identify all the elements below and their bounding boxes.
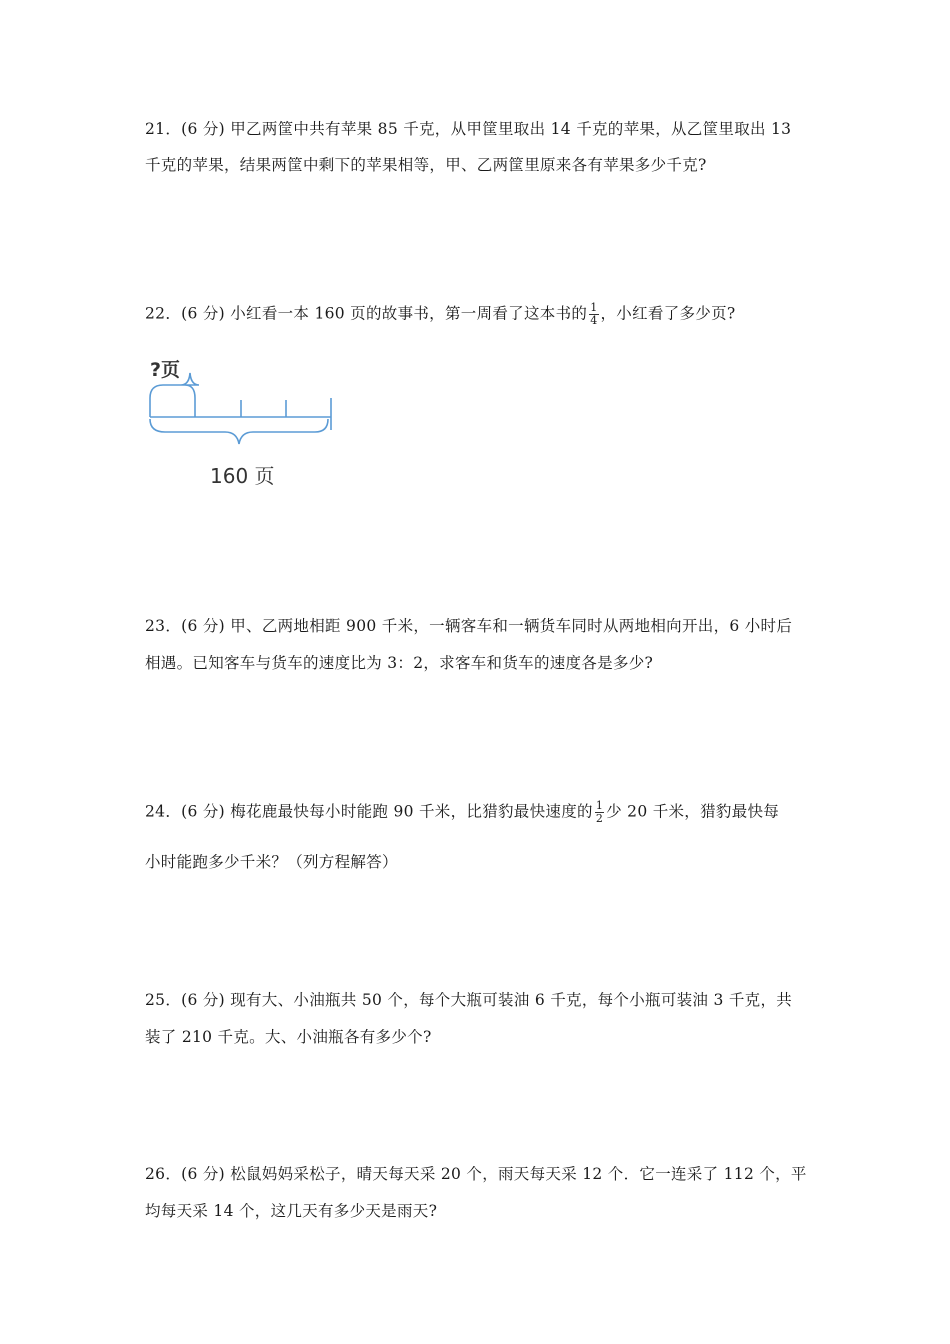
diagram-top-label: ?页 xyxy=(150,359,181,381)
fraction-one-half xyxy=(595,800,604,825)
segment-diagram xyxy=(145,355,345,490)
question-24-text-after-fraction: 少 20 千米，猎豹最快每 xyxy=(606,802,780,821)
question-21-line-1: 21．(6 分) 甲乙两筐中共有苹果 85 千克，从甲筐里取出 14 千克的苹果，从乙筐里取出 13 xyxy=(145,120,792,138)
question-26-line-2: 均每天采 14 个，这几天有多少天是雨天? xyxy=(145,1202,438,1220)
question-22-text-after-fraction: ，小红看了多少页? xyxy=(600,304,736,323)
fraction-denominator: 4 xyxy=(590,314,598,327)
question-24-line-2: 小时能跑多少千米？（列方程解答） xyxy=(145,853,398,871)
question-24-line-1 xyxy=(145,800,779,825)
question-24-text-before-fraction: 24．(6 分) 梅花鹿最快每小时能跑 90 千米，比猎豹最快速度的 xyxy=(145,802,593,821)
question-22-text-before-fraction: 22．(6 分) 小红看一本 160 页的故事书，第一周看了这本书的 xyxy=(145,304,588,323)
fraction-numerator: 1 xyxy=(595,799,604,812)
question-25-line-1: 25．(6 分) 现有大、小油瓶共 50 个，每个大瓶可装油 6 千克，每个小瓶可装油 3 千克，共 xyxy=(145,991,793,1009)
question-23-line-1: 23．(6 分) 甲、乙两地相距 900 千米，一辆客车和一辆货车同时从两地相向开出，6 小时后 xyxy=(145,617,793,635)
question-25-line-2: 装了 210 千克。大、小油瓶各有多少个? xyxy=(145,1028,432,1046)
fraction-denominator: 2 xyxy=(595,812,604,825)
question-22-line-1 xyxy=(145,302,736,327)
question-26-line-1: 26．(6 分) 松鼠妈妈采松子，晴天每天采 20 个，雨天每天采 12 个．它一连采了 112 个，平 xyxy=(145,1165,807,1183)
bottom-brace xyxy=(150,419,328,444)
fraction-numerator: 1 xyxy=(590,301,598,314)
question-21-line-2: 千克的苹果，结果两筐中剩下的苹果相等，甲、乙两筐里原来各有苹果多少千克? xyxy=(145,156,707,174)
question-23-line-2: 相遇。已知客车与货车的速度比为 3：2，求客车和货车的速度各是多少? xyxy=(145,654,654,672)
diagram-bottom-label: 160 页 xyxy=(210,464,275,488)
fraction-one-quarter xyxy=(589,302,598,327)
